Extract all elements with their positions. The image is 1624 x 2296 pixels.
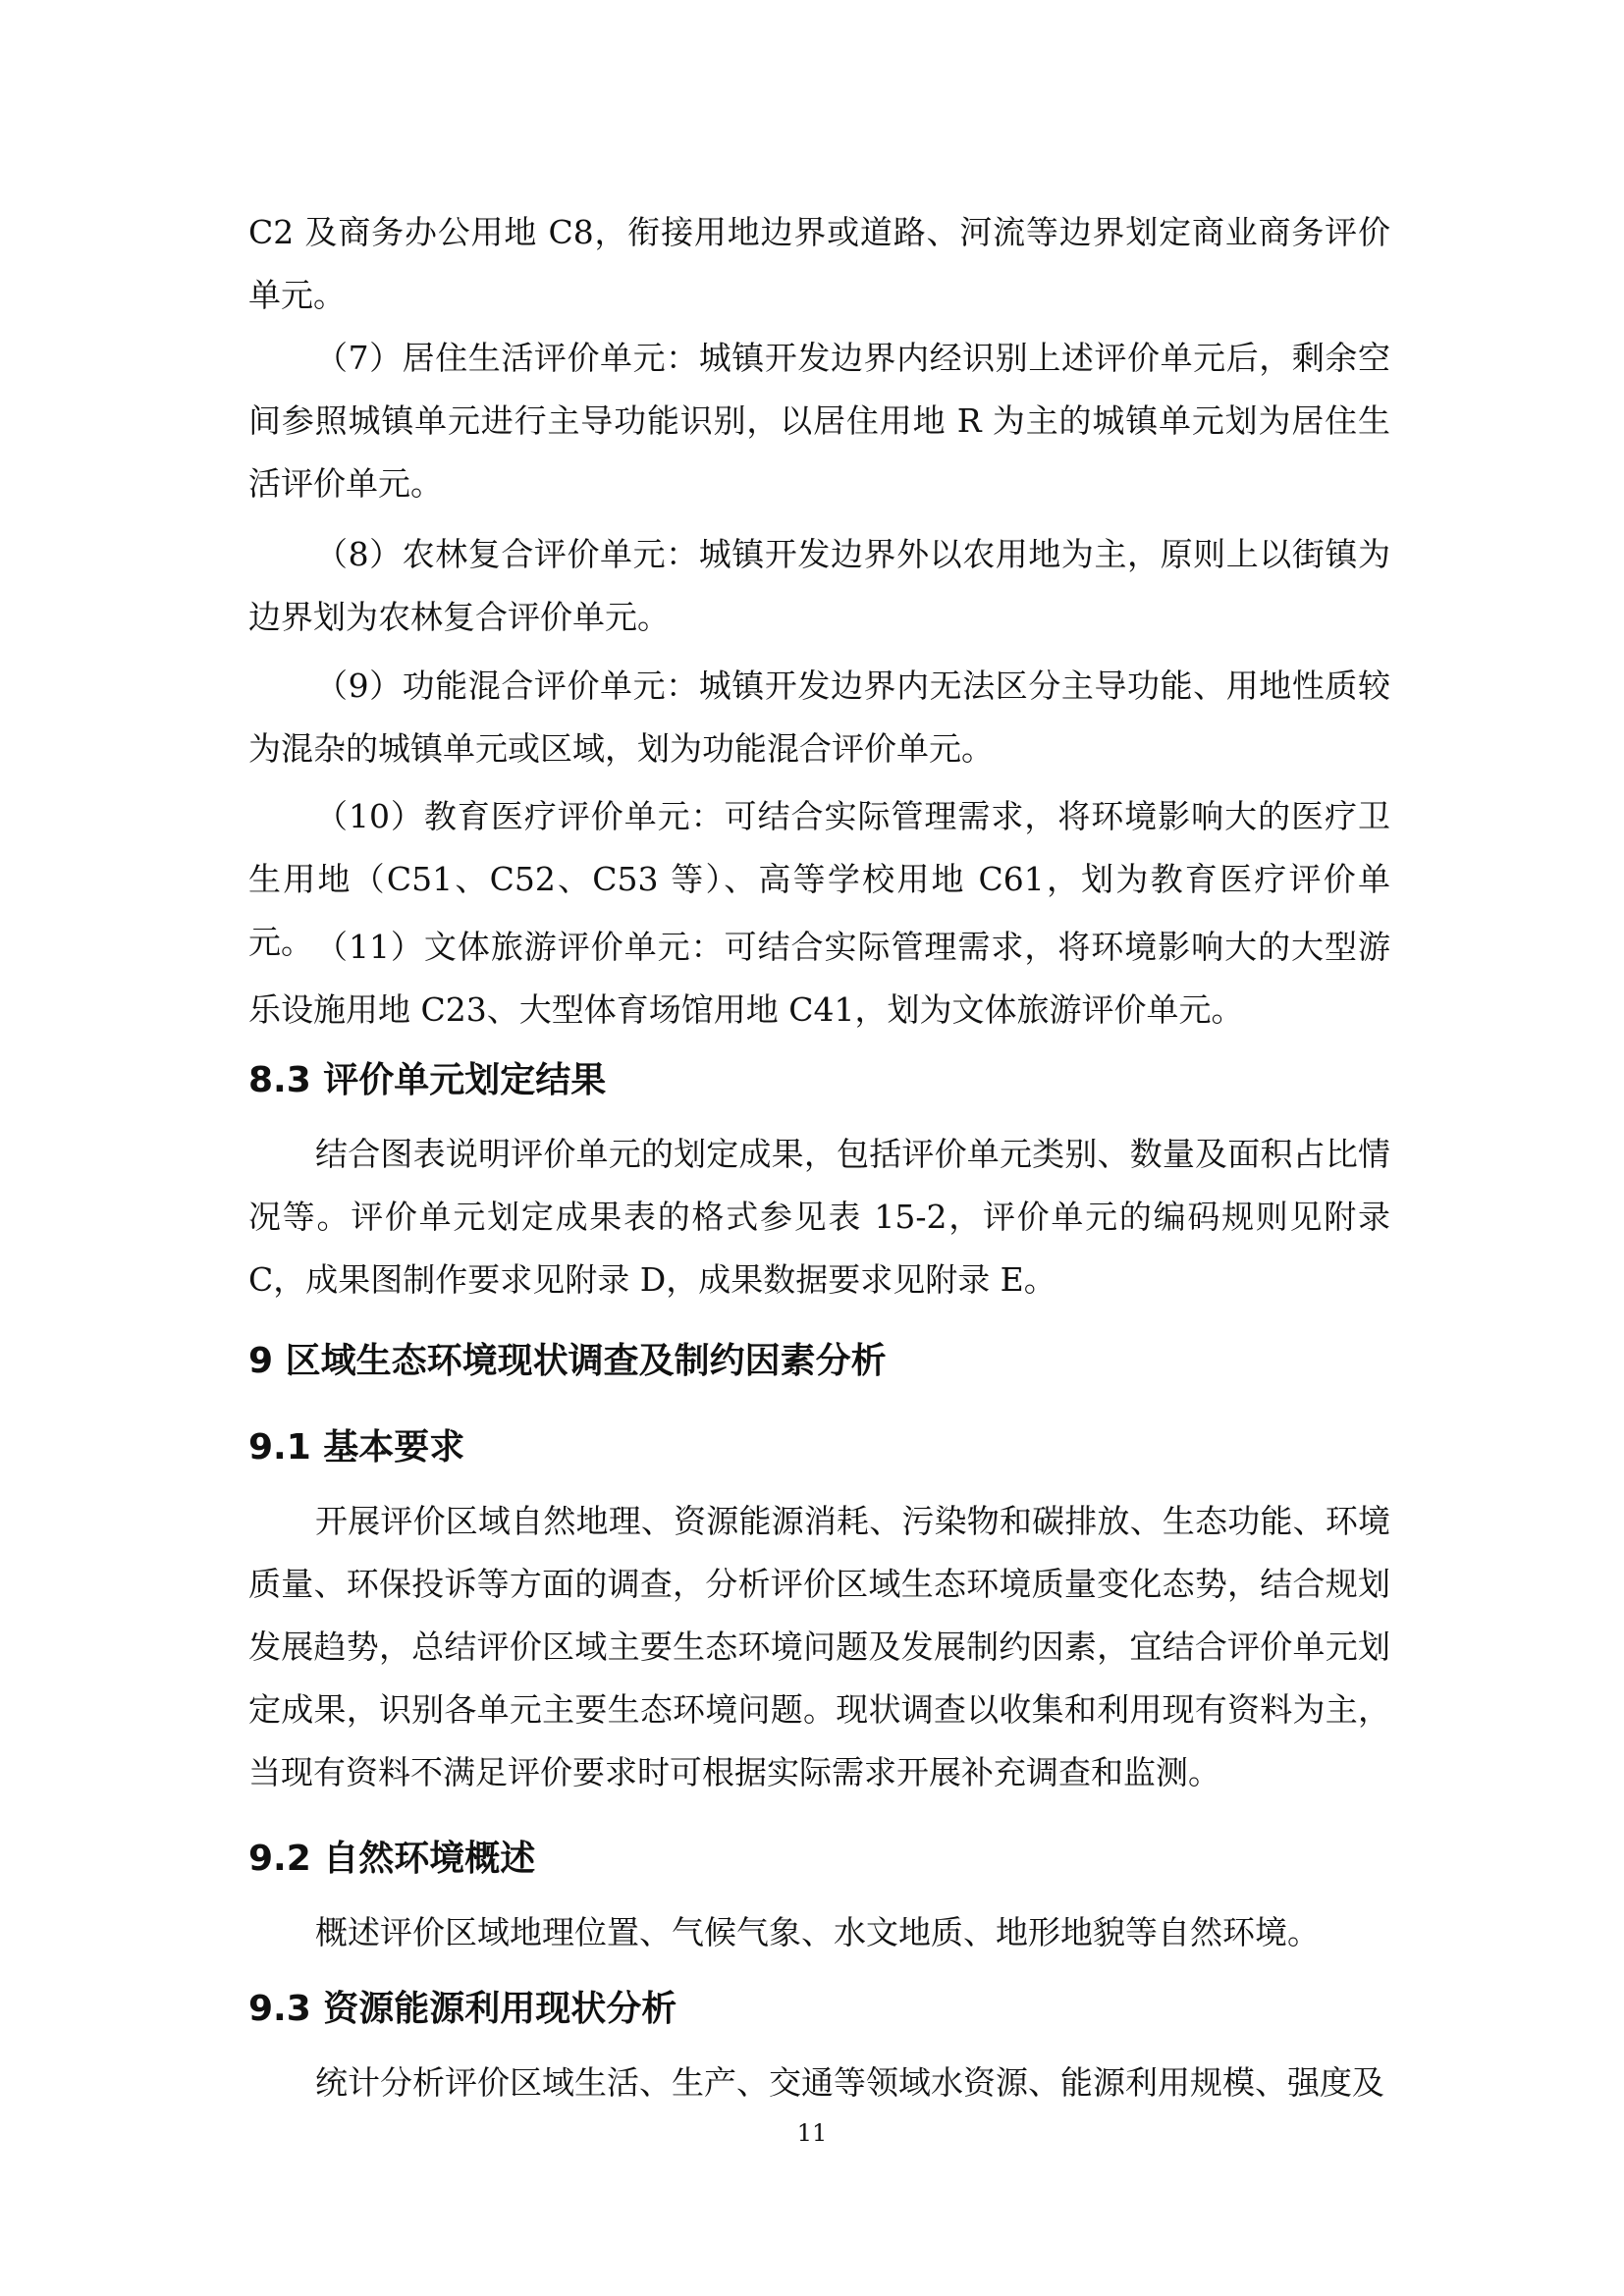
paragraph-9-3: 统计分析评价区域生活、生产、交通等领域水资源、能源利用规模、强度及 [315,2063,1384,2102]
section-heading-9-2: 9.2 自然环境概述 [248,1839,536,1879]
section-heading-8-3: 8.3 评价单元划定结果 [248,1060,607,1100]
list-item-11: （11）文体旅游评价单元：可结合实际管理需求，将环境影响大的大型游乐设施用地 C23、大型体育场馆用地 C41，划为文体旅游评价单元。 [248,928,1390,1029]
paragraph-9-2: 概述评价区域地理位置、气候气象、水文地质、地形地貌等自然环境。 [315,1913,1320,1951]
list-item-8: （8）农林复合评价单元：城镇开发边界外以农用地为主，原则上以街镇为边界划为农林复合评价单元。 [248,535,1390,636]
page-number: 11 [796,2119,828,2147]
list-item-10: （10）教育医疗评价单元：可结合实际管理需求，将环境影响大的医疗卫生用地（C51、C52、C53 等）、高等学校用地 C61，划为教育医疗评价单元。 [248,797,1390,961]
chapter-heading-9: 9 区域生态环境现状调查及制约因素分析 [248,1341,887,1381]
list-item-7: （7）居住生活评价单元：城镇开发边界内经识别上述评价单元后，剩余空间参照城镇单元进行主导功能识别，以居住用地 R 为主的城镇单元划为居住生活评价单元。 [248,339,1390,503]
continued-paragraph: C2 及商务办公用地 C8，衔接用地边界或道路、河流等边界划定商业商务评价单元。 [248,213,1390,314]
paragraph-8-3: 结合图表说明评价单元的划定成果，包括评价单元类别、数量及面积占比情况等。评价单元划定成果表的格式参见表 15-2，评价单元的编码规则见附录 C，成果图制作要求见附录 D，成果数据要求见附录 E。 [248,1135,1390,1299]
paragraph-9-1: 开展评价区域自然地理、资源能源消耗、污染物和碳排放、生态功能、环境质量、环保投诉等方面的调查，分析评价区域生态环境质量变化态势，结合规划发展趋势，总结评价区域主要生态环境问题及发展制约因素，宜结合评价单元划定成果，识别各单元主要生态环境问题。现状调查以收集和利用现有资料为主，当现有资料不满足评价要求时可根据实际需求开展补充调查和监测。 [248,1502,1390,1791]
list-item-9: （9）功能混合评价单元：城镇开发边界内无法区分主导功能、用地性质较为混杂的城镇单元或区域，划为功能混合评价单元。 [248,667,1390,768]
section-heading-9-3: 9.3 资源能源利用现状分析 [248,1989,677,2029]
section-heading-9-1: 9.1 基本要求 [248,1427,465,1468]
